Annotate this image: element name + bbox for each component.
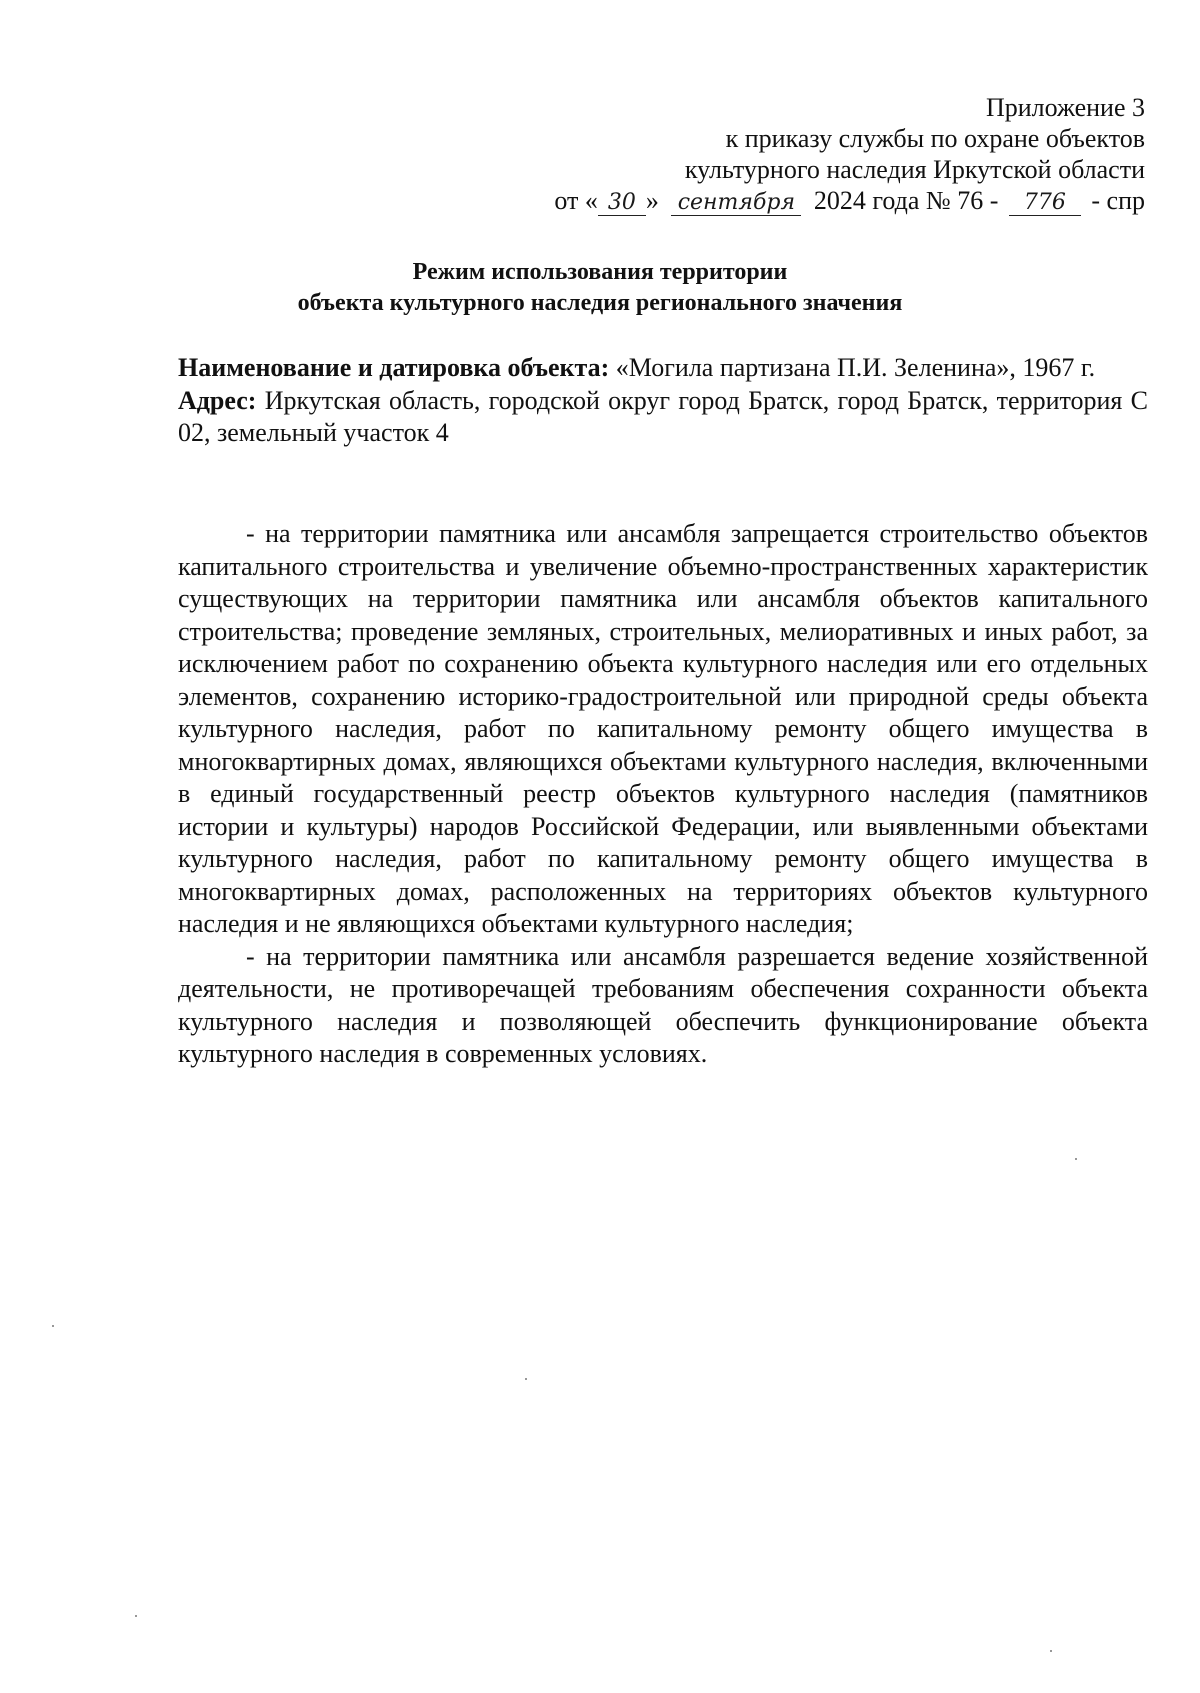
- object-name-value: «Могила партизана П.И. Зеленина», 1967 г.: [615, 353, 1096, 382]
- document-heading: [0, 257, 1200, 319]
- appendix-order-ref: к приказу службы по охране объектов: [725, 124, 1145, 153]
- object-name-label: Наименование и датировка объекта:: [178, 353, 610, 382]
- date-year: 2024 года № 76 -: [813, 186, 999, 215]
- appendix-date-line: [554, 185, 1145, 216]
- object-address-value: Иркутская область, городской округ город Братск, город Братск, территория С 02, земельный участок 4: [178, 385, 1148, 447]
- date-mid: »: [645, 186, 659, 215]
- scan-speck: [135, 1615, 137, 1617]
- object-address-label: Адрес:: [178, 385, 257, 415]
- object-info: [178, 352, 1148, 450]
- order-suffix: - спр: [1091, 186, 1145, 215]
- heading-line-1: Режим использования территории: [412, 259, 788, 285]
- regime-item-prohibition: - на территории памятника или ансамбля запрещается строительство объектов капитального строительства и увеличение объемно-пространственных характеристик существующих на территории памятника или ансамбля объектов капитального строительства; проведение земляных, строительных, мелиоративных и иных работ, за исключением работ по сохранению объекта культурного наследия или его отдельных элементов, сохранению историко-градостроительной или природной среды объекта культурного наследия, работ по капитальному ремонту общего имущества в многоквартирных домах, являющихся объектами культурного наследия, включенными в единый государственный реестр объектов культурного наследия (памятников истории и культуры) народов Российской Федерации, или выявленными объектами культурного наследия, работ по капитальному ремонту общего имущества в многоквартирных домах, расположенных на территориях объектов культурного наследия и не являющихся объектами культурного наследия;: [178, 519, 1148, 938]
- object-address-paragraph: [178, 385, 1148, 450]
- appendix-header: [554, 92, 1145, 216]
- date-prefix: от «: [554, 186, 598, 215]
- heading-line-2: объекта культурного наследия регионального значения: [297, 290, 903, 316]
- handwritten-month: сентября: [671, 191, 801, 216]
- scan-speck: [52, 1325, 54, 1327]
- appendix-title: Приложение 3: [985, 93, 1145, 122]
- scan-speck: [525, 1378, 527, 1380]
- regime-item-permission: - на территории памятника или ансамбля разрешается ведение хозяйственной деятельности, не противоречащей требованиям обеспечения сохранности объекта культурного наследия и позволяющей обеспечить функционирование объекта культурного наследия в современных условиях.: [178, 941, 1148, 1068]
- object-name-paragraph: [178, 352, 1148, 385]
- handwritten-order-number: 776: [1009, 191, 1081, 216]
- appendix-authority: культурного наследия Иркутской области: [684, 155, 1145, 184]
- regime-items: [178, 518, 1148, 1071]
- handwritten-day: 30: [598, 191, 646, 216]
- scan-speck: [1075, 1158, 1077, 1160]
- scan-speck: [1050, 1650, 1052, 1652]
